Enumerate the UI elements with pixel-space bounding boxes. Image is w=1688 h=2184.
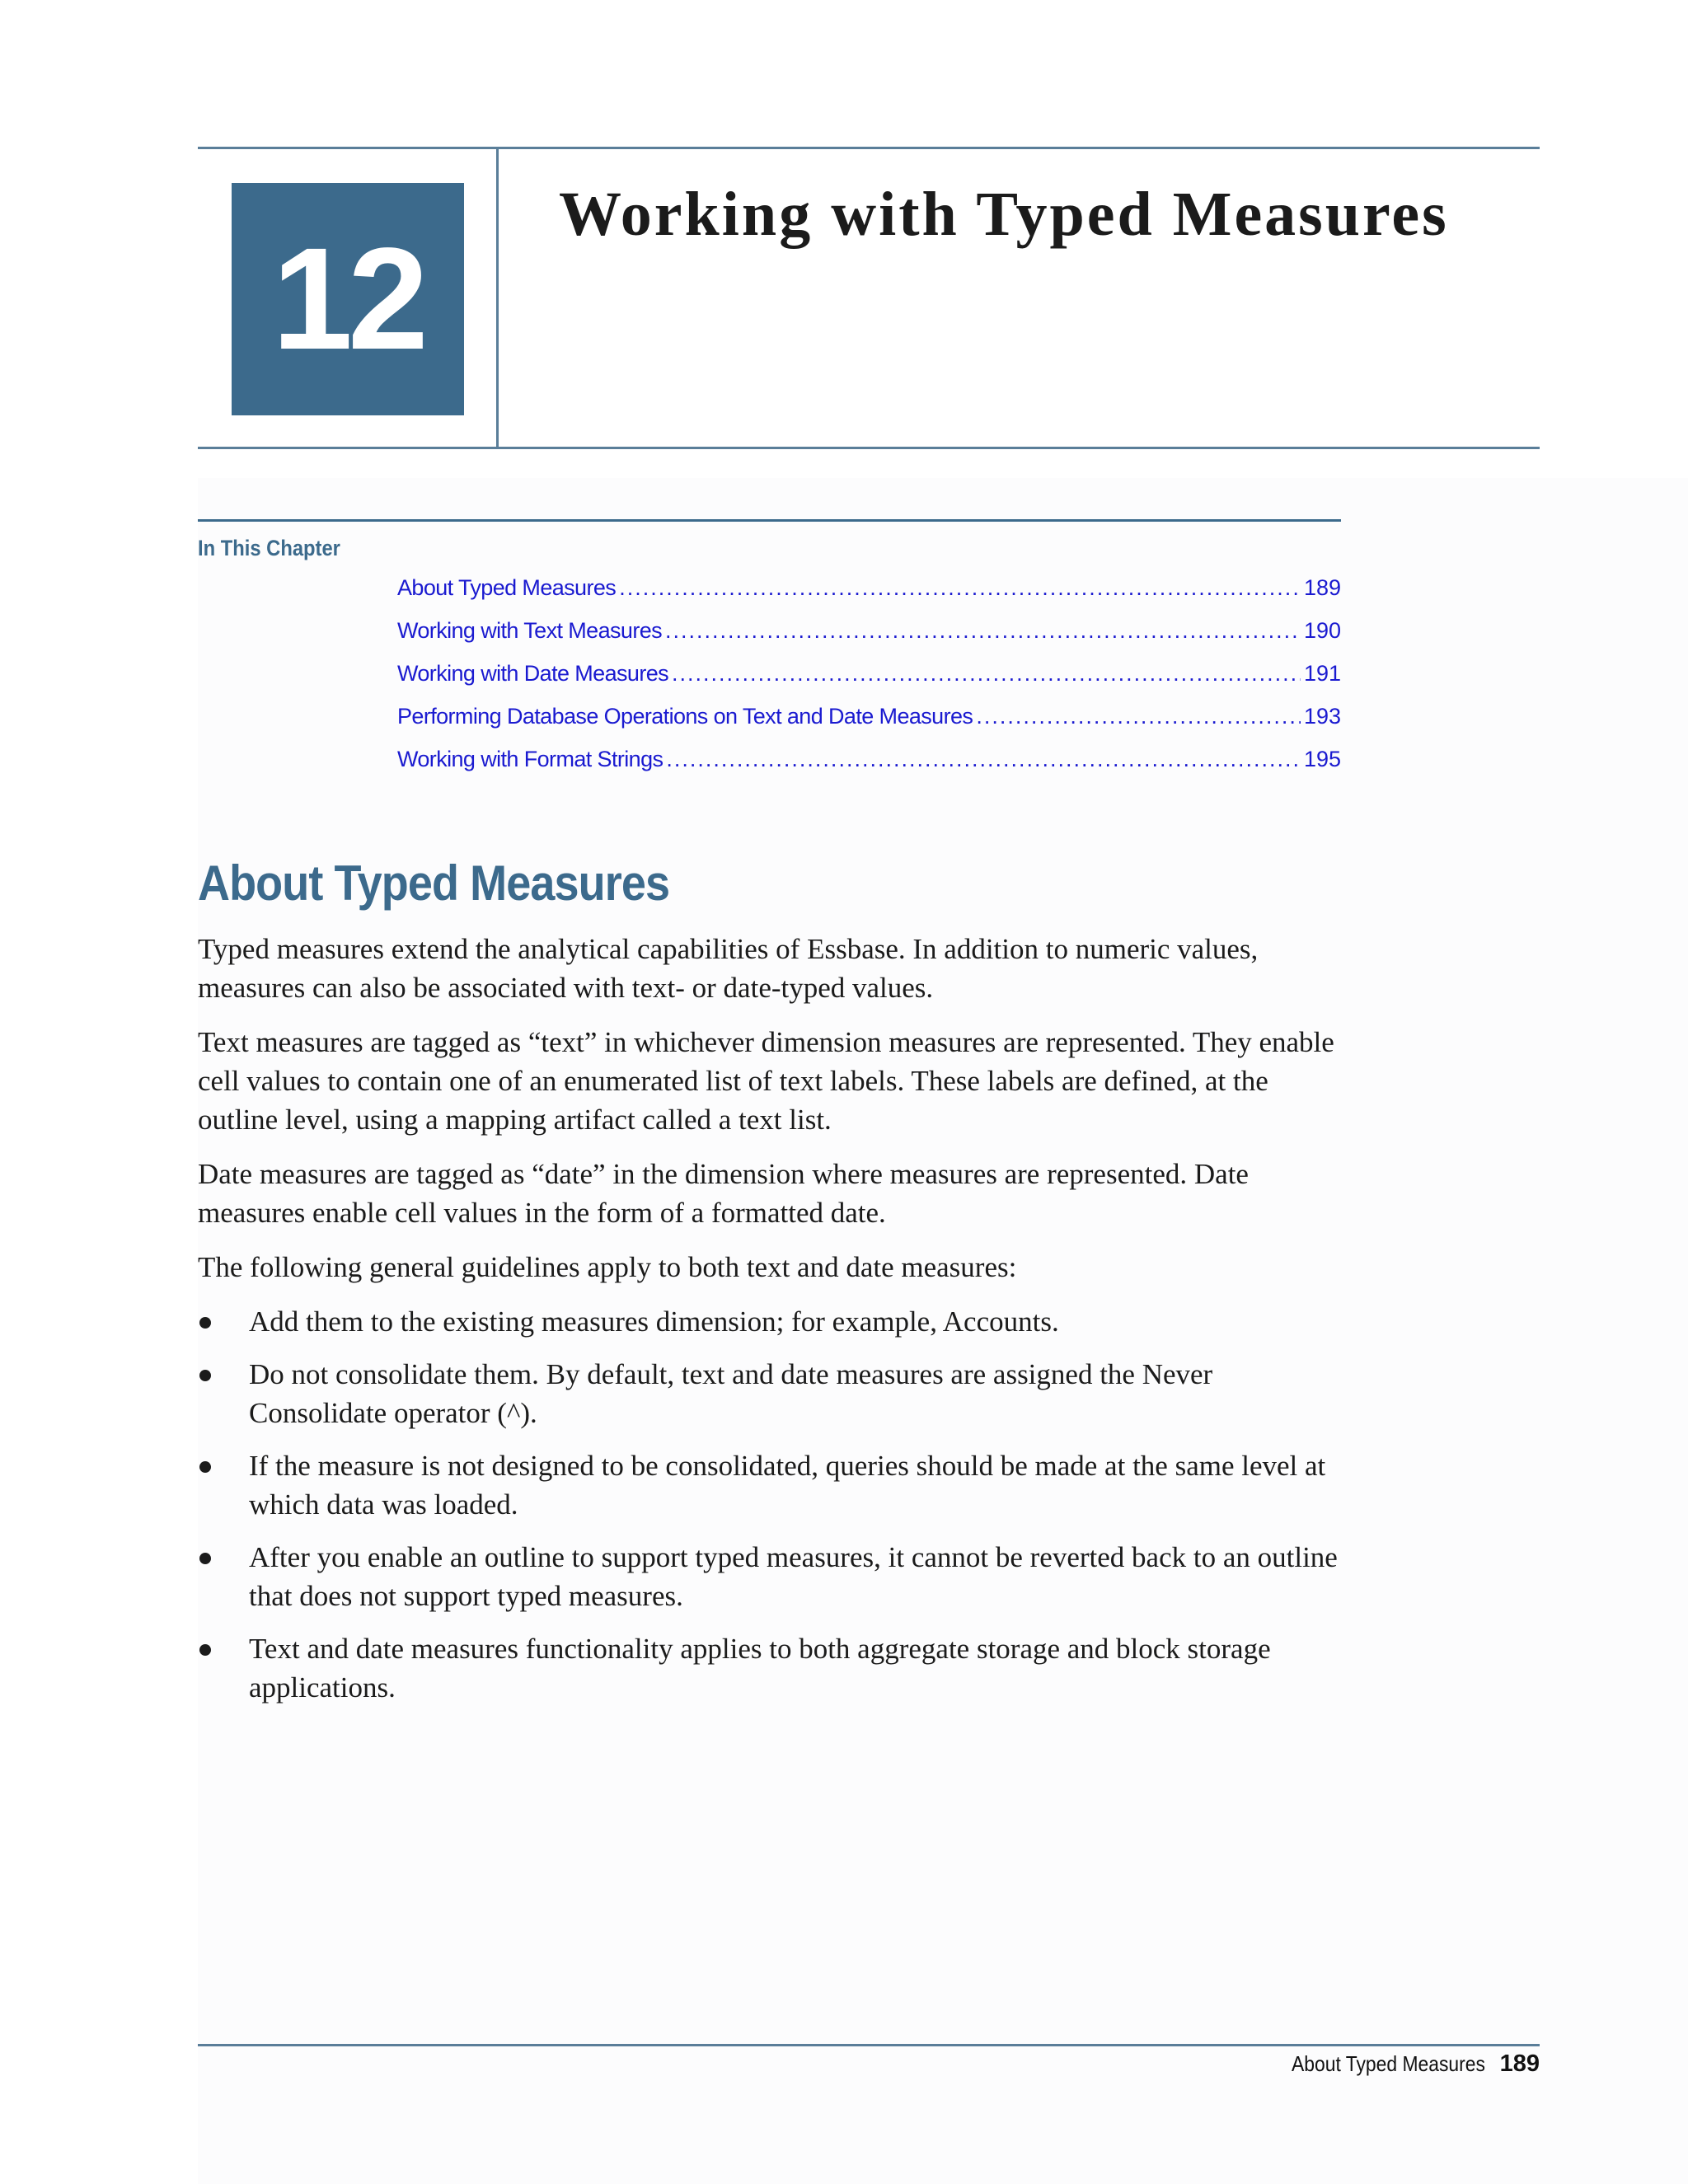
bullet-icon [199,1644,211,1656]
toc-dot-leader [976,704,1301,729]
toc-entry-text-measures[interactable] [397,618,1341,661]
toc-entry-date-measures[interactable] [397,661,1341,704]
header-bottom-rule [198,447,1540,449]
toc-entry-page[interactable]: 195 [1303,747,1341,771]
toc-entry-about-typed-measures[interactable] [397,575,1341,618]
footer-rule [198,2044,1540,2046]
toc-entry-page[interactable]: 193 [1303,704,1341,729]
header-divider [496,147,499,449]
header-top-rule [198,147,1540,149]
toc-entry-page[interactable]: 191 [1303,661,1341,686]
list-item [198,1355,1352,1432]
body-paragraph: Typed measures extend the analytical capabilities of Essbase. In addition to numeric values, measures can also be associated with text- or date-typed values. [198,933,1259,1004]
list-item-text: If the measure is not designed to be consolidated, queries should be made at the same level at which data was loaded. [249,1450,1326,1521]
toc-entry-page[interactable]: 189 [1303,575,1341,600]
list-item-text: After you enable an outline to support typed measures, it cannot be reverted back to an outline that does not support typed measures. [249,1541,1338,1612]
page-footer [1265,2050,1540,2078]
footer-page-number: 189 [1499,2050,1540,2077]
toc-dot-leader [619,575,1301,601]
toc-entry-page[interactable]: 190 [1303,618,1341,643]
guidelines-list [198,1302,1352,1707]
bullet-icon [199,1370,211,1381]
toc-dot-leader [666,747,1301,772]
chapter-number: 12 [272,218,424,380]
footer-section-title: About Typed Measures [1291,2051,1485,2076]
section-heading: About Typed Measures [198,855,670,911]
list-item [198,1629,1352,1707]
body-paragraph: The following general guidelines apply to both text and date measures: [198,1251,1017,1283]
list-item [198,1538,1352,1615]
toc-entry-format-strings[interactable] [397,747,1341,790]
toc-dot-leader [672,661,1301,687]
chapter-title: Working with Typed Measures [559,180,1449,249]
bullet-icon [199,1317,211,1329]
toc-dot-leader [665,618,1301,644]
list-item-text: Text and date measures functionality applies to both aggregate storage and block storage applications. [249,1633,1271,1704]
bullet-icon [199,1553,211,1564]
section-body [198,930,1352,1721]
list-item-text: Do not consolidate them. By default, text and date measures are assigned the Never Consolidate operator (^). [249,1358,1213,1429]
toc-entry-title[interactable]: Performing Database Operations on Text and Date Measures [397,704,973,729]
toc-list [397,575,1341,790]
list-item [198,1446,1352,1524]
toc-rule [198,519,1341,522]
toc-heading: In This Chapter [198,536,340,560]
list-item [198,1302,1352,1341]
chapter-number-badge [232,183,464,415]
bullet-icon [199,1461,211,1473]
toc-entry-title[interactable]: About Typed Measures [397,575,617,600]
body-paragraph: Date measures are tagged as “date” in the dimension where measures are represented. Date measures enable cell values in the form of a formatted date. [198,1158,1249,1229]
body-paragraph: Text measures are tagged as “text” in whichever dimension measures are represented. They enable cell values to contain one of an enumerated list of text labels. These labels are defined, at the outline level, using a mapping artifact called a text list. [198,1026,1334,1136]
toc-entry-title[interactable]: Working with Date Measures [397,661,669,686]
toc-entry-database-operations[interactable] [397,704,1341,747]
list-item-text: Add them to the existing measures dimension; for example, Accounts. [249,1305,1059,1338]
toc-entry-title[interactable]: Working with Text Measures [397,618,663,643]
toc-entry-title[interactable]: Working with Format Strings [397,747,663,771]
